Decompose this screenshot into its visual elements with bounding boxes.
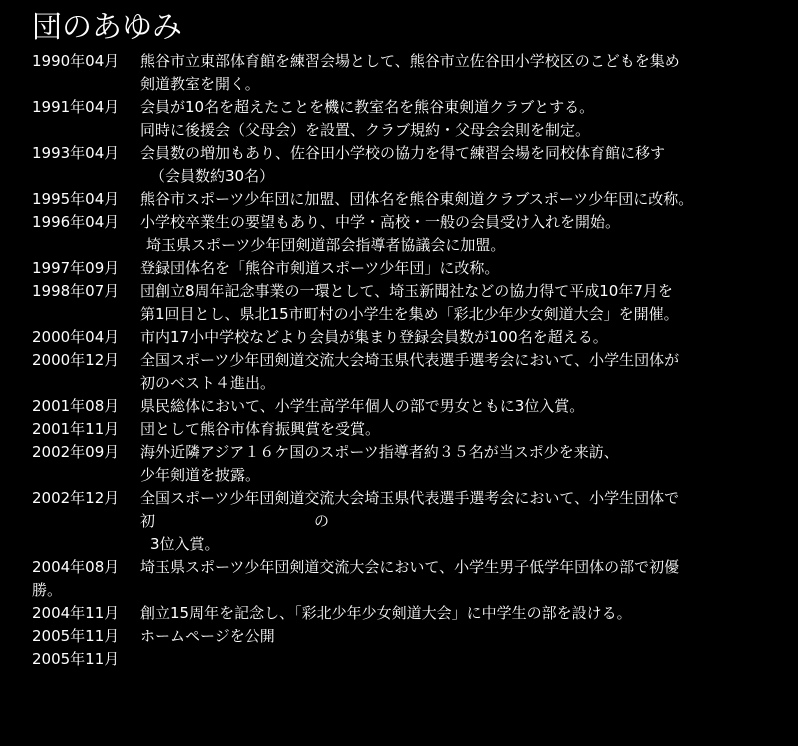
history-entry-2001-08 bbox=[0, 395, 798, 418]
entry-line: 全国スポーツ少年団剣道交流大会埼玉県代表選手選考会において、小学生団体が bbox=[140, 351, 680, 369]
entry-date: 2000年04月 bbox=[32, 328, 120, 346]
entry-text bbox=[140, 648, 790, 671]
entry-line: 小学校卒業生の要望もあり、中学・高校・一般の会員受け入れを開始。 bbox=[140, 213, 621, 231]
history-entry-1990-04 bbox=[0, 50, 798, 96]
entry-date: 1990年04月 bbox=[32, 52, 120, 70]
entry-line: 熊谷市立東部体育館を練習会場として、熊谷市立佐谷田小学校区のこどもを集め bbox=[140, 52, 680, 70]
entry-line: 剣道教室を開く。 bbox=[140, 75, 260, 93]
entry-date: 2001年08月 bbox=[32, 397, 120, 415]
entry-line: 埼玉県スポーツ少年団剣道部会指導者協議会に加盟。 bbox=[146, 236, 506, 254]
history-entry-1997-09 bbox=[0, 257, 798, 280]
history-entry-1991-04 bbox=[0, 96, 798, 142]
entry-line: 市内17小中学校などより会員が集まり登録会員数が100名を超える。 bbox=[140, 328, 608, 346]
entry-text bbox=[140, 602, 790, 625]
history-list bbox=[0, 50, 798, 671]
entry-date: 1995年04月 bbox=[32, 190, 120, 208]
entry-text bbox=[140, 96, 790, 142]
history-entry-2004-11 bbox=[0, 602, 798, 625]
entry-line: 埼玉県スポーツ少年団剣道交流大会において、小学生男子低学年団体の部で初優 bbox=[140, 558, 680, 576]
entry-line: （会員数約30名） bbox=[150, 167, 275, 185]
entry-line: 会員が10名を超えたことを機に教室名を熊谷東剣道クラブとする。 bbox=[140, 98, 595, 116]
entry-line: 初のベスト４進出。 bbox=[140, 374, 276, 392]
history-entry-1998-07 bbox=[0, 280, 798, 326]
entry-date: 1997年09月 bbox=[32, 259, 120, 277]
entry-line: 登録団体名を「熊谷市剣道スポーツ少年団」に改称。 bbox=[140, 259, 500, 277]
entry-text bbox=[140, 441, 790, 487]
entry-line: 団として熊谷市体育振興賞を受賞。 bbox=[140, 420, 381, 438]
history-entry-2001-11 bbox=[0, 418, 798, 441]
history-entry-1996-04 bbox=[0, 211, 798, 257]
history-entry-2005-11 bbox=[0, 625, 798, 648]
entry-line-part: 初 bbox=[140, 512, 156, 530]
entry-date: 1998年07月 bbox=[32, 282, 120, 300]
entry-line: ホームページを公開 bbox=[140, 627, 275, 645]
entry-line: 団創立8周年記念事業の一環として、埼玉新聞社などの協力得て平成10年7月を bbox=[140, 282, 673, 300]
entry-text bbox=[140, 418, 790, 441]
entry-line-part: の bbox=[314, 512, 330, 530]
entry-date: 2001年11月 bbox=[32, 420, 120, 438]
history-entry-2000-12 bbox=[0, 349, 798, 395]
entry-text bbox=[140, 395, 790, 418]
entry-date: 2000年12月 bbox=[32, 351, 120, 369]
history-entry-2002-09 bbox=[0, 441, 798, 487]
entry-line: 会員数の増加もあり、佐谷田小学校の協力を得て練習会場を同校体育館に移す bbox=[140, 144, 666, 162]
entry-text bbox=[140, 280, 790, 326]
entry-text bbox=[140, 326, 790, 349]
entry-line: 海外近隣アジア１６ケ国のスポーツ指導者約３５名が当スポ少を来訪、 bbox=[140, 443, 619, 461]
history-entry-2004-08 bbox=[0, 556, 798, 602]
entry-line: 全国スポーツ少年団剣道交流大会埼玉県代表選手選考会において、小学生団体で bbox=[140, 489, 680, 507]
history-entry-1995-04 bbox=[0, 188, 798, 211]
entry-date: 2004年08月 bbox=[32, 558, 120, 576]
entry-text bbox=[140, 50, 790, 96]
entry-line: 県民総体において、小学生高学年個人の部で男女ともに3位入賞。 bbox=[140, 397, 585, 415]
entry-line: 勝。 bbox=[32, 581, 63, 599]
entry-text bbox=[140, 188, 790, 211]
entry-text bbox=[140, 257, 790, 280]
entry-text bbox=[140, 625, 790, 648]
entry-text bbox=[140, 349, 790, 395]
entry-date: 1996年04月 bbox=[32, 213, 120, 231]
entry-line: 第1回目とし、県北15市町村の小学生を集め「彩北少年少女剣道大会」を開催。 bbox=[140, 305, 679, 323]
entry-date: 2002年09月 bbox=[32, 443, 120, 461]
entry-line: 熊谷市スポーツ少年団に加盟、団体名を熊谷東剣道クラブスポーツ少年団に改称。 bbox=[140, 190, 694, 208]
history-entry-1993-04 bbox=[0, 142, 798, 188]
entry-line-split bbox=[140, 510, 790, 533]
entry-date: 1993年04月 bbox=[32, 144, 120, 162]
entry-text bbox=[140, 211, 790, 257]
entry-line: 同時に後援会（父母会）を設置、クラブ規約・父母会会則を制定。 bbox=[140, 121, 591, 139]
entry-text bbox=[140, 487, 790, 556]
history-entry-2005-11-empty bbox=[0, 648, 798, 671]
entry-date: 1991年04月 bbox=[32, 98, 120, 116]
entry-date: 2005年11月 bbox=[32, 627, 120, 645]
entry-date: 2002年12月 bbox=[32, 489, 120, 507]
entry-text bbox=[140, 142, 790, 188]
history-entry-2002-12 bbox=[0, 487, 798, 556]
entry-line: 少年剣道を披露。 bbox=[140, 466, 261, 484]
page-title: 団のあゆみ bbox=[32, 10, 182, 45]
entry-date: 2005年11月 bbox=[32, 650, 120, 668]
history-entry-2000-04 bbox=[0, 326, 798, 349]
entry-date: 2004年11月 bbox=[32, 604, 120, 622]
entry-line: 創立15周年を記念し、「彩北少年少女剣道大会」に中学生の部を設ける。 bbox=[140, 604, 632, 622]
entry-line: 3位入賞。 bbox=[150, 535, 220, 553]
